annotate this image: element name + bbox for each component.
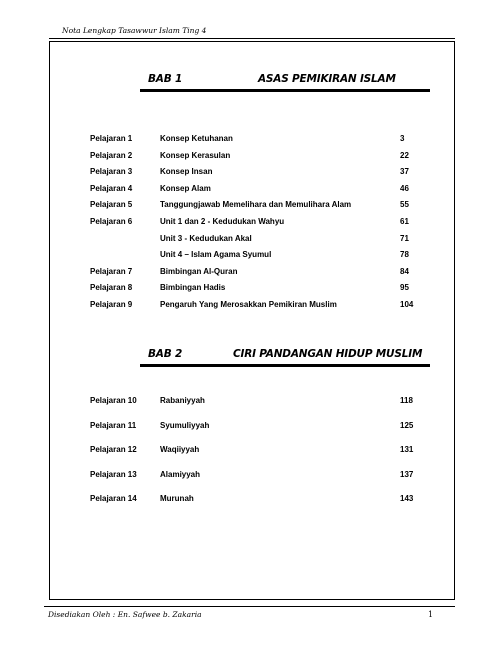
- lesson-label: Pelajaran 13: [90, 469, 137, 479]
- toc-row: [90, 234, 418, 251]
- bab2-toc: [90, 396, 418, 519]
- toc-row: [90, 200, 418, 217]
- page-number: 118: [400, 396, 413, 405]
- lesson-label: Pelajaran 1: [90, 134, 133, 143]
- topic-label: Konsep Insan: [160, 167, 213, 177]
- toc-row: [90, 283, 418, 300]
- bab1-title: ASAS PEMIKIRAN ISLAM: [258, 73, 396, 85]
- page-number: 137: [400, 469, 414, 479]
- topic-label: Konsep Ketuhanan: [160, 134, 233, 143]
- lesson-label: Pelajaran 4: [90, 183, 133, 193]
- toc-row: [90, 494, 418, 519]
- lesson-label: Pelajaran 2: [90, 150, 133, 160]
- page-number: 61: [400, 216, 409, 226]
- topic-label: Unit 4 – Islam Agama Syumul: [160, 250, 272, 260]
- toc-row: [90, 151, 418, 168]
- page-number: 78: [400, 250, 409, 260]
- lesson-label: Pelajaran 12: [90, 445, 137, 455]
- topic-label: Konsep Alam: [160, 183, 211, 193]
- toc-row: [90, 134, 418, 151]
- lesson-label: Pelajaran 7: [90, 266, 133, 276]
- toc-row: [90, 421, 418, 446]
- lesson-label: Pelajaran 5: [90, 200, 133, 210]
- toc-row: [90, 396, 418, 421]
- topic-label: Rabaniyyah: [160, 396, 205, 405]
- lesson-label: Pelajaran 10: [90, 396, 137, 405]
- topic-label: Unit 3 - Kedudukan Akal: [160, 233, 252, 243]
- lesson-label: Pelajaran 9: [90, 299, 133, 309]
- page-number: 46: [400, 183, 409, 193]
- topic-label: Tanggungjawab Memelihara dan Memulihara Alam: [160, 200, 352, 210]
- bab1-heading: [148, 73, 430, 87]
- topic-label: Unit 1 dan 2 - Kedudukan Wahyu: [160, 216, 285, 226]
- page-number: 125: [400, 420, 414, 430]
- bab2-number: BAB 2: [148, 348, 183, 360]
- page-number: 84: [400, 266, 409, 276]
- topic-label: Alamiyyah: [160, 469, 201, 479]
- lesson-label: Pelajaran 11: [90, 420, 137, 430]
- bab1-toc: [90, 134, 418, 317]
- toc-row: [90, 445, 418, 470]
- topic-label: Syumuliyyah: [160, 420, 210, 430]
- toc-row: [90, 250, 418, 267]
- bab1-number: BAB 1: [148, 73, 183, 85]
- page-number: 37: [400, 167, 409, 177]
- page-number: 22: [400, 150, 409, 160]
- lesson-label: Pelajaran 8: [90, 283, 133, 293]
- topic-label: Waqiiyyah: [160, 445, 200, 455]
- topic-label: Pengaruh Yang Merosakkan Pemikiran Muslim: [160, 299, 337, 309]
- toc-row: [90, 267, 418, 284]
- topic-label: Konsep Kerasulan: [160, 150, 231, 160]
- lesson-label: Pelajaran 3: [90, 167, 133, 177]
- page-number: 143: [400, 494, 414, 504]
- page-number: 55: [400, 200, 409, 210]
- topic-label: Murunah: [160, 494, 194, 504]
- toc-row: [90, 300, 418, 317]
- bab1-rule: [140, 89, 430, 92]
- footer-page-number: 1: [428, 610, 434, 619]
- page-number: 104: [400, 299, 414, 309]
- running-header: Nota Lengkap Tasawwur Islam Ting 4: [62, 26, 207, 35]
- bab2-rule: [140, 364, 430, 367]
- footer-rule: [44, 606, 455, 607]
- page-number: 3: [400, 134, 405, 143]
- topic-label: Bimbingan Hadis: [160, 283, 226, 293]
- lesson-label: Pelajaran 6: [90, 216, 133, 226]
- bab2-title: CIRI PANDANGAN HIDUP MUSLIM: [233, 348, 423, 360]
- lesson-label: Pelajaran 14: [90, 494, 137, 504]
- toc-row: [90, 217, 418, 234]
- footer-credit: Disediakan Oleh : En. Safwee b. Zakaria: [48, 610, 202, 619]
- toc-row: [90, 184, 418, 201]
- bab2-heading: [148, 348, 430, 362]
- page-number: 95: [400, 283, 409, 293]
- toc-row: [90, 470, 418, 495]
- header-rule: [49, 38, 455, 39]
- page-number: 71: [400, 233, 409, 243]
- toc-row: [90, 167, 418, 184]
- page-number: 131: [400, 445, 414, 455]
- topic-label: Bimbingan Al-Quran: [160, 266, 238, 276]
